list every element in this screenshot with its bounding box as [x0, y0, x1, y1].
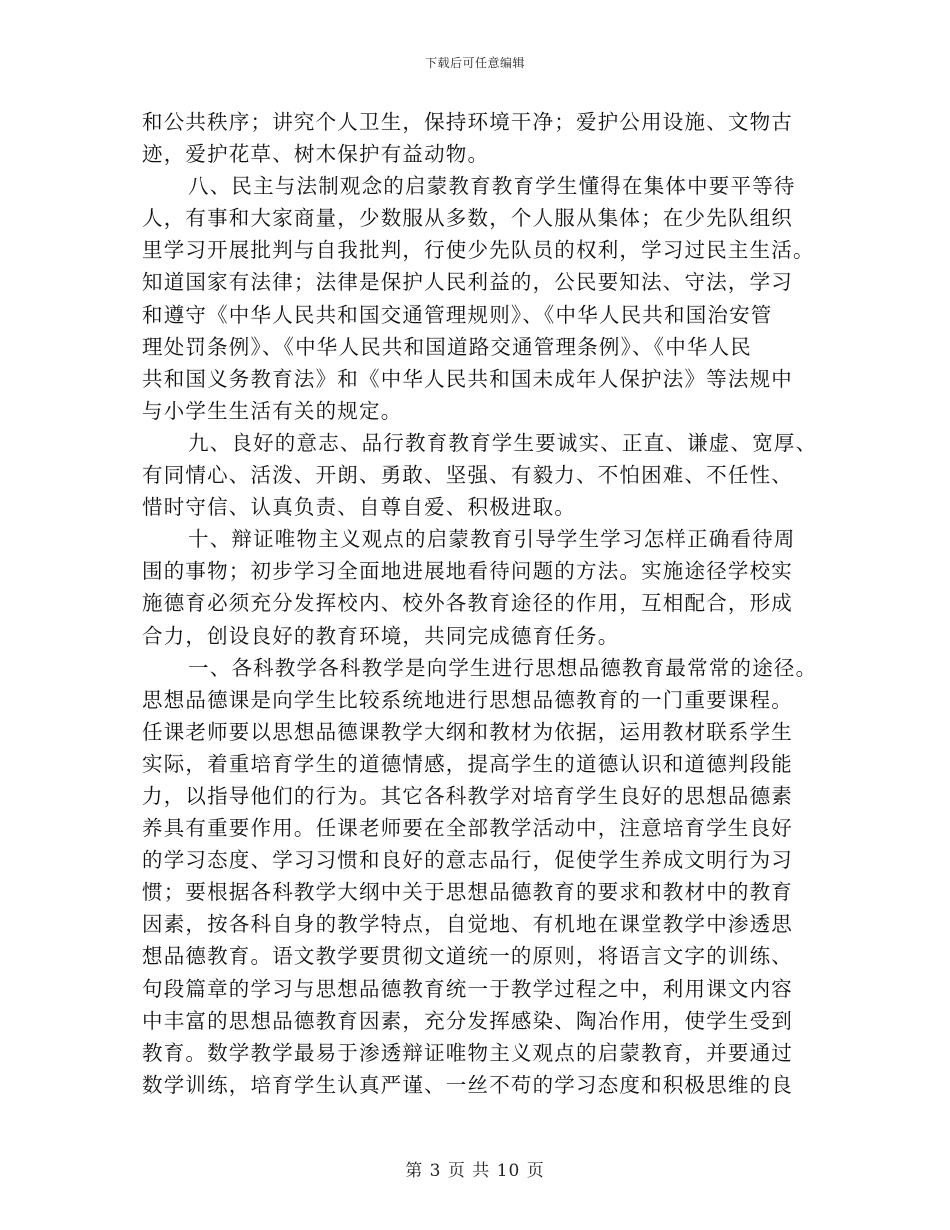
- paragraph-start-line: 一、各科教学各科教学是向学生进行思想品德教育最常常的途径。: [188, 655, 818, 680]
- text-line: 惯；要根据各科教学大纲中关于思想品德教育的要求和教材中的教育: [142, 880, 793, 905]
- text-line: 合力，创设良好的教育环境，共同完成德育任务。: [142, 623, 620, 648]
- paragraph-start-line: 八、民主与法制观念的启蒙教育教育学生懂得在集体中要平等待: [188, 174, 796, 199]
- text-line: 力，以指导他们的行为。其它各科教学对培育学生良好的思想品德素: [142, 783, 793, 808]
- text-line: 里学习开展批判与自我批判，行使少先队员的权利，学习过民主生活。: [142, 238, 815, 263]
- text-line: 和遵守《中华人民共和国交通管理规则》、《中华人民共和国治安管: [142, 302, 773, 327]
- text-line: 迹，爱护花草、树木保护有益动物。: [142, 142, 490, 167]
- paragraph-start-line: 十、辩证唯物主义观点的启蒙教育引导学生学习怎样正确看待周: [188, 527, 796, 552]
- text-line: 思想品德课是向学生比较系统地进行思想品德教育的一门重要课程。: [142, 687, 793, 712]
- text-line: 句段篇章的学习与思想品德教育统一于教学过程之中，利用课文内容: [142, 976, 793, 1001]
- text-line: 施德育必须充分发挥校内、校外各教育途径的作用，互相配合，形成: [142, 591, 793, 616]
- text-line: 围的事物；初步学习全面地进展地看待问题的方法。实施途径学校实: [142, 559, 793, 584]
- text-line: 的学习态度、学习习惯和良好的意志品行，促使学生养成文明行为习: [142, 848, 793, 873]
- text-line: 有同情心、活泼、开朗、勇敢、坚强、有毅力、不怕困难、不任性、: [142, 463, 793, 488]
- page-header: 下载后可任意编辑: [424, 56, 525, 70]
- text-line: 教育。数学教学最易于渗透辩证唯物主义观点的启蒙教育，并要通过: [142, 1040, 793, 1065]
- text-line: 想品德教育。语文教学要贯彻文道统一的原则，将语言文字的训练、: [142, 944, 793, 969]
- text-line: 知道国家有法律；法律是保护人民利益的，公民要知法、守法，学习: [142, 270, 793, 295]
- text-line: 中丰富的思想品德教育因素，充分发挥感染、陶冶作用，使学生受到: [142, 1008, 793, 1033]
- text-line: 任课老师要以思想品德课教学大纲和教材为依据，运用教材联系学生: [142, 719, 793, 744]
- text-line: 养具有重要作用。任课老师要在全部教学活动中，注意培育学生良好: [142, 816, 793, 841]
- paragraph-start-line: 九、良好的意志、品行教育教育学生要诚实、正直、谦虚、宽厚、: [188, 430, 818, 455]
- text-line: 数学训练，培育学生认真严谨、一丝不苟的学习态度和积极思维的良: [142, 1072, 793, 1097]
- text-line: 理处罚条例》、《中华人民共和国道路交通管理条例》、《中华人民: [142, 334, 752, 359]
- text-line: 和公共秩序；讲究个人卫生，保持环境干净；爱护公用设施、文物古: [142, 110, 793, 134]
- text-line: 人，有事和大家商量，少数服从多数，个人服从集体；在少先队组织: [142, 206, 793, 231]
- text-line: 惜时守信、认真负责、自尊自爱、积极进取。: [142, 495, 576, 520]
- text-line: 实际，着重培育学生的道德情感，提高学生的道德认识和道德判段能: [142, 751, 793, 776]
- document-body: [142, 106, 832, 1101]
- text-line: 共和国义务教育法》和《中华人民共和国未成年人保护法》等法规中: [142, 366, 793, 391]
- page-number-footer: 第 3 页 共 10 页: [405, 1161, 545, 1181]
- text-line: 因素，按各科自身的教学特点，自觉地、有机地在课堂教学中渗透思: [142, 912, 793, 937]
- text-line: 与小学生生活有关的规定。: [142, 398, 403, 423]
